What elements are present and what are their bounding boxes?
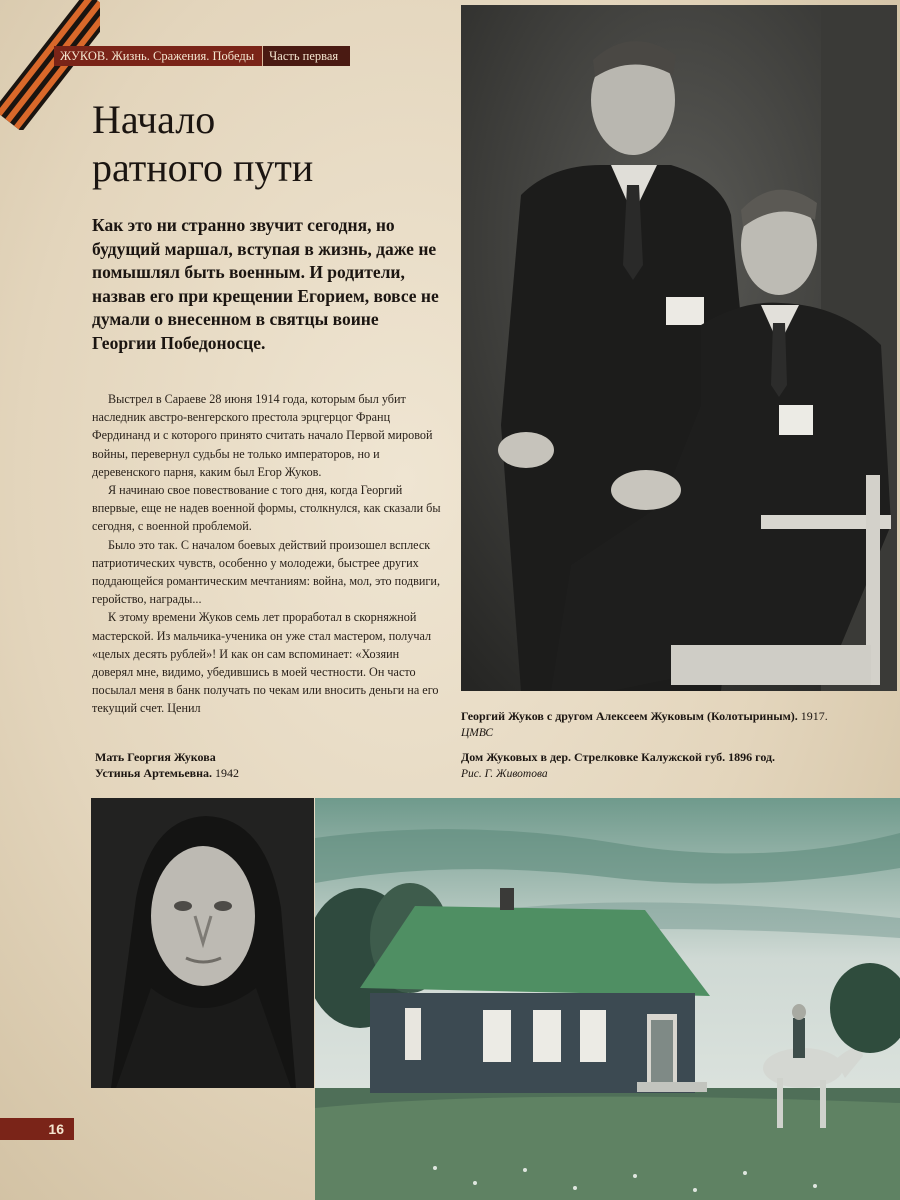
caption-mother-year: 1942 (212, 766, 240, 780)
caption-men-photo (461, 708, 881, 741)
series-title: ЖУКОВ. Жизнь. Сражения. Победы (54, 46, 262, 66)
part-label: Часть первая (262, 46, 350, 66)
title-line-1: Начало (92, 97, 216, 142)
painting-zhukov-house (315, 798, 900, 1200)
body-paragraph: Я начинаю свое повествование с того дня, когда Георгий впервые, еще не надев военной формы, столкнулся, как сказали бы сегодня, с военной проблемой. (92, 483, 441, 534)
caption-mother-line1: Мать Георгия Жукова (95, 750, 216, 764)
caption-mother-photo (95, 749, 315, 781)
title-line-2: ратного пути (92, 145, 314, 190)
caption-house-painting (461, 749, 881, 782)
running-header (54, 46, 350, 66)
caption-men-year: 1917. (797, 709, 828, 723)
photo-mother (91, 798, 314, 1088)
caption-men-source: ЦМВС (461, 727, 494, 739)
page-title (92, 96, 432, 192)
caption-men-title: Георгий Жуков с другом Алексеем Жуковым (Колотыриным). (461, 709, 798, 723)
photo-zhukov-with-friend (461, 5, 897, 691)
caption-house-title: Дом Жуковых в дер. Стрелковке Калужской губ. 1896 год. (461, 750, 776, 764)
caption-house-credit: Рис. Г. Животова (461, 768, 548, 780)
caption-mother-name: Устинья Артемьевна. (95, 766, 213, 780)
lead-paragraph: Как это ни странно звучит сегодня, но будущий маршал, вступая в жизнь, даже не помышлял быть военным. И родители, назвав его при крещении Егорием, вовсе не думали о внесенном в святцы воине Георгии Победоносце. (92, 215, 439, 353)
body-paragraph: К этому времени Жуков семь лет проработал в скорняжной мастерской. Из мальчика-ученика он уже стал мастером, получал «целых десять рублей»! И как он сам вспоминает: «Хозяин доверял мне, видимо, убедившись в моей честности. Он часто посылал меня в банк получать по чекам или вносить деньги на его текущий счет. Ценил (92, 610, 439, 716)
page-number: 16 (0, 1118, 74, 1140)
body-paragraph: Было это так. С началом боевых действий произошел всплеск патриотических чувств, особенно у молодежи, быстрее других поддающейся романтическим мечтаниям: война, мол, это подвиги, геройство, награды... (92, 537, 440, 607)
article-body (92, 390, 442, 718)
body-paragraph: Выстрел в Сараеве 28 июня 1914 года, которым был убит наследник австро-венгерского престола эрцгерцог Франц Фердинанд и с которого принято считать начало Первой мировой войны, перевернул судьбы не только императоров, но и деревенского парня, каким был Егор Жуков. (92, 392, 433, 479)
